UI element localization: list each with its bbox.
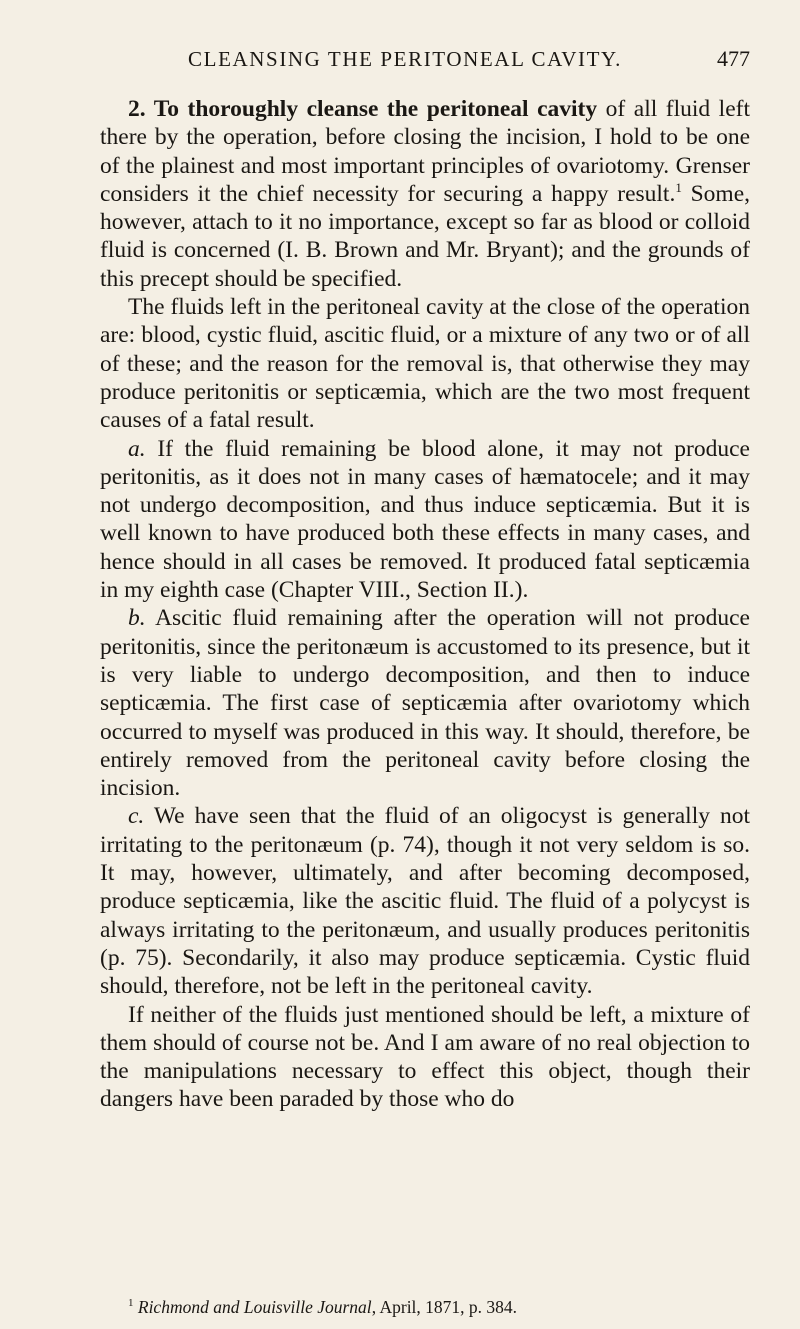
paragraph-text: The fluids left in the peritoneal cavity at the close of the operation are: blood, cystic fluid, ascitic fluid, or a mixture of any two or of all of these; and the reason for the removal is, that otherwise they may produce peritonitis or septicæmia, which are the two most frequent causes of a fatal result. bbox=[100, 294, 750, 434]
paragraph-text: If neither of the fluids just mentioned should be left, a mixture of them should of course not be. And I am aware of no real objection to the manipulations necessary to effect this object, though their dangers have been paraded by those who do bbox=[100, 1001, 750, 1113]
footnote-number: 1 bbox=[128, 1297, 134, 1310]
running-title: CLEANSING THE PERITONEAL CAVITY. bbox=[188, 47, 622, 71]
paragraph-marker: b. bbox=[128, 605, 146, 632]
paragraph-lead: 2. To thoroughly cleanse the peritoneal cavity bbox=[128, 96, 598, 122]
page-number: 477 bbox=[717, 46, 750, 71]
paragraph-marker: a. bbox=[128, 435, 146, 462]
footnote-ref: 1 bbox=[675, 180, 682, 196]
paragraph-a-blood bbox=[100, 435, 750, 605]
paragraph-text: We have seen that the fluid of an oligocyst is generally not irritating to the peritonæum (p. 74), though it not very seldom is so. It may, however, ultimately, and after becoming decomposed, produce septicæmia, like the ascitic fluid. The fluid of a polycyst is always irritating to the peritonæum, and usually produces peritonitis (p. 75). Secondarily, it also may produce septicæmia. Cystic fluid should, therefore, not be left in the peritoneal cavity. bbox=[100, 803, 750, 1000]
paragraph-c-cystic-fluid bbox=[100, 802, 750, 1000]
footnote bbox=[128, 1296, 750, 1318]
paragraph-fluids-left bbox=[100, 293, 750, 434]
paragraph-cleanse-principle bbox=[100, 95, 750, 293]
paragraph-text: of all fluid left there by the operation, before closing the incision, I hold to be one of the plainest and most important principles of ovariotomy. Grenser considers it the chief necessity for securing a happy result. bbox=[100, 96, 750, 207]
body-text bbox=[100, 95, 750, 1114]
running-head bbox=[100, 44, 750, 74]
paragraph-text-continued: Some, however, attach to it no importance, except so far as blood or colloid fluid is concerned (I. B. Brown and Mr. Bryant); and the grounds of this precept should be specified. bbox=[100, 180, 750, 292]
paragraph-mixture bbox=[100, 1001, 750, 1114]
footnote-journal: Richmond and Louisville Journal bbox=[137, 1297, 372, 1317]
paragraph-text: Ascitic fluid remaining after the operation will not produce peritonitis, since the peritonæum is accustomed to its presence, but it is very liable to undergo decomposition, and then to induce septicæmia. The first case of septicæmia after ovariotomy which occurred to myself was produced in this way. It should, therefore, be entirely removed from the peritoneal cavity before closing the incision. bbox=[100, 605, 750, 802]
footnote-citation: , April, 1871, p. 384. bbox=[371, 1297, 518, 1317]
paragraph-marker: c. bbox=[128, 803, 145, 830]
paragraph-b-ascitic-fluid bbox=[100, 604, 750, 802]
paragraph-text: If the fluid remaining be blood alone, it may not produce peritonitis, as it does not in many cases of hæmatocele; and it may not undergo decomposition, and thus induce septicæmia. But it is well known to have produced both these effects in many cases, and hence should in all cases be removed. It produced fatal septicæmia in my eighth case (Chapter VIII., Section II.). bbox=[100, 435, 750, 604]
